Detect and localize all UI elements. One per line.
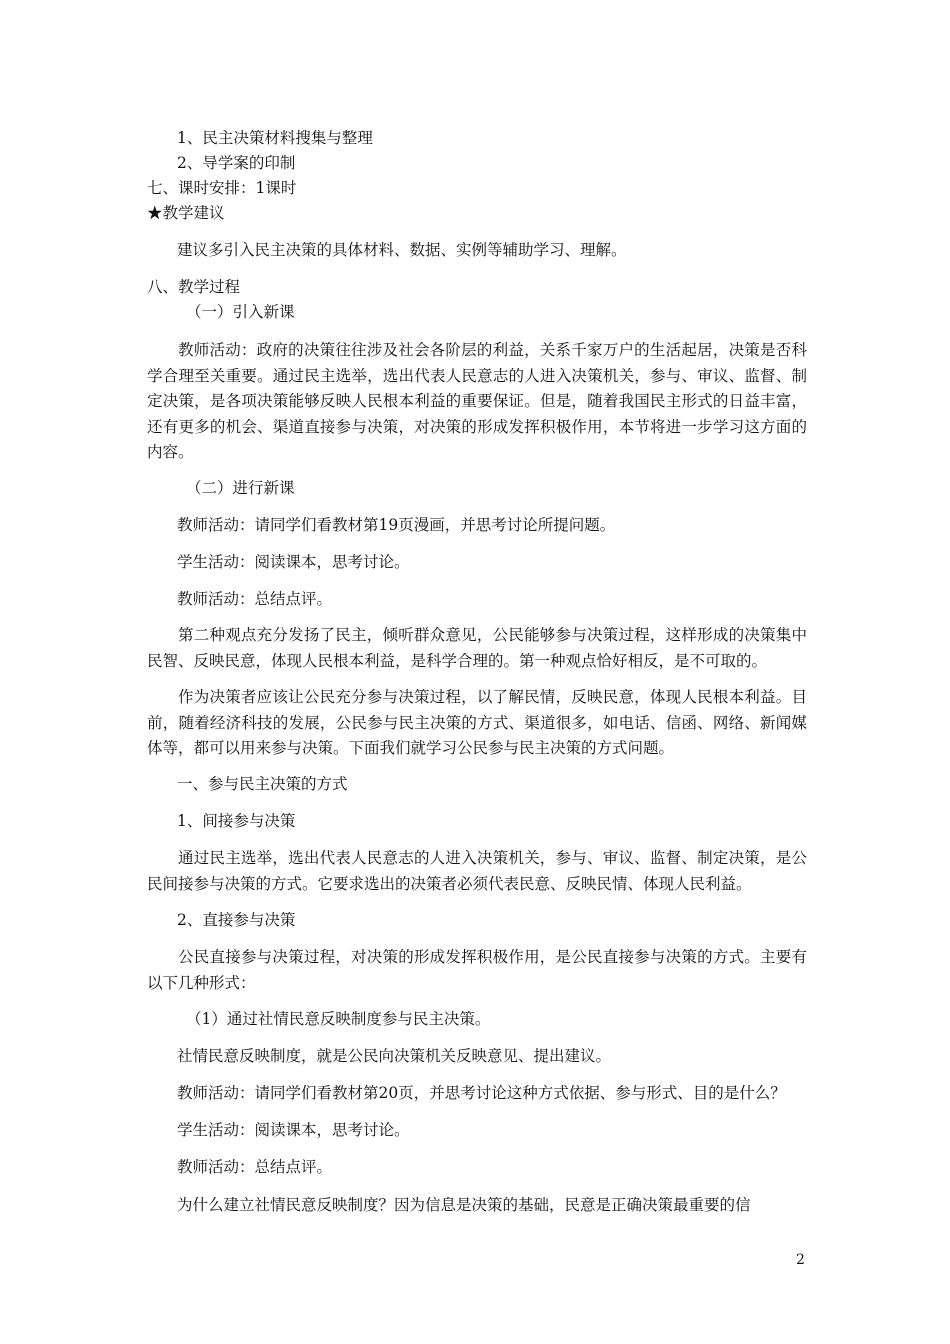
schedule-line: 七、课时安排：1课时 bbox=[147, 179, 297, 197]
process-heading: 八、教学过程 bbox=[147, 278, 241, 296]
student-activity-1: 学生活动：阅读课本，思考讨论。 bbox=[177, 553, 410, 571]
intro-paragraph: 教师活动：政府的决策往往涉及社会各阶层的利益，关系千家万户的生活起居，决策是否科学合理至关重要。通过民主选举，选出代表人民意志的人进入决策机关，参与、审议、监督、制定决策，是各项决策能够反映人民根本利益的重要保证。但是，随着我国民主形式的日益丰富，还有更多的机会、渠道直接参与决策，对决策的形成发挥积极作用，本节将进一步学习这方面的内容。 bbox=[147, 341, 807, 461]
teacher-activity-1: 教师活动：请同学们看教材第19页漫画，并思考讨论所提问题。 bbox=[177, 516, 616, 534]
step-1-heading: （一）引入新课 bbox=[186, 303, 295, 321]
subsection-2-heading: 2、直接参与决策 bbox=[177, 911, 296, 929]
teacher-summary-2: 教师活动：总结点评。 bbox=[177, 1158, 333, 1176]
paragraph-viewpoints: 第二种观点充分发扬了民主，倾听群众意见，公民能够参与决策过程，这样形成的决策集中民智、反映民意，体现人民根本利益，是科学合理的。第一种观点恰好相反，是不可取的。 bbox=[147, 626, 807, 670]
prep-item-2: 2、导学案的印制 bbox=[177, 154, 296, 172]
paragraph-indirect: 通过民主选举，选出代表人民意志的人进入决策机关，参与、审议、监督、制定决策，是公民间接参与决策的方式。它要求选出的决策者必须代表民意、反映民情、体现人民利益。 bbox=[147, 849, 807, 893]
final-line: 为什么建立社情民意反映制度？因为信息是决策的基础，民意是正确决策最重要的信 bbox=[177, 1196, 751, 1214]
teaching-suggestion-text: 建议多引入民主决策的具体材料、数据、实例等辅助学习、理解。 bbox=[177, 241, 627, 259]
paragraph-channels: 作为决策者应该让公民充分参与决策过程，以了解民情，反映民意，体现人民根本利益。目前，随着经济科技的发展，公民参与民主决策的方式、渠道很多，如电话、信函、网络、新闻媒体等，都可以用来参与决策。下面我们就学习公民参与民主决策的方式问题。 bbox=[147, 688, 807, 757]
prep-item-1: 1、民主决策材料搜集与整理 bbox=[177, 129, 373, 147]
student-activity-2: 学生活动：阅读课本，思考讨论。 bbox=[177, 1121, 410, 1139]
teaching-suggestion-heading: ★教学建议 bbox=[147, 204, 225, 222]
teacher-activity-2: 教师活动：请同学们看教材第20页，并思考讨论这种方式依据、参与形式、目的是什么？ bbox=[177, 1084, 786, 1102]
paragraph-direct: 公民直接参与决策过程，对决策的形成发挥积极作用，是公民直接参与决策的方式。主要有以下几种形式： bbox=[147, 948, 807, 992]
step-2-heading: （二）进行新课 bbox=[186, 479, 295, 497]
page-number: 2 bbox=[796, 1252, 805, 1268]
form-1-line: （1）通过社情民意反映制度参与民主决策。 bbox=[186, 1010, 491, 1028]
subsection-1-heading: 1、间接参与决策 bbox=[177, 812, 296, 830]
definition-line: 社情民意反映制度，就是公民向决策机关反映意见、提出建议。 bbox=[177, 1047, 612, 1065]
teacher-summary-1: 教师活动：总结点评。 bbox=[177, 590, 333, 608]
section-1-heading: 一、参与民主决策的方式 bbox=[177, 775, 348, 793]
